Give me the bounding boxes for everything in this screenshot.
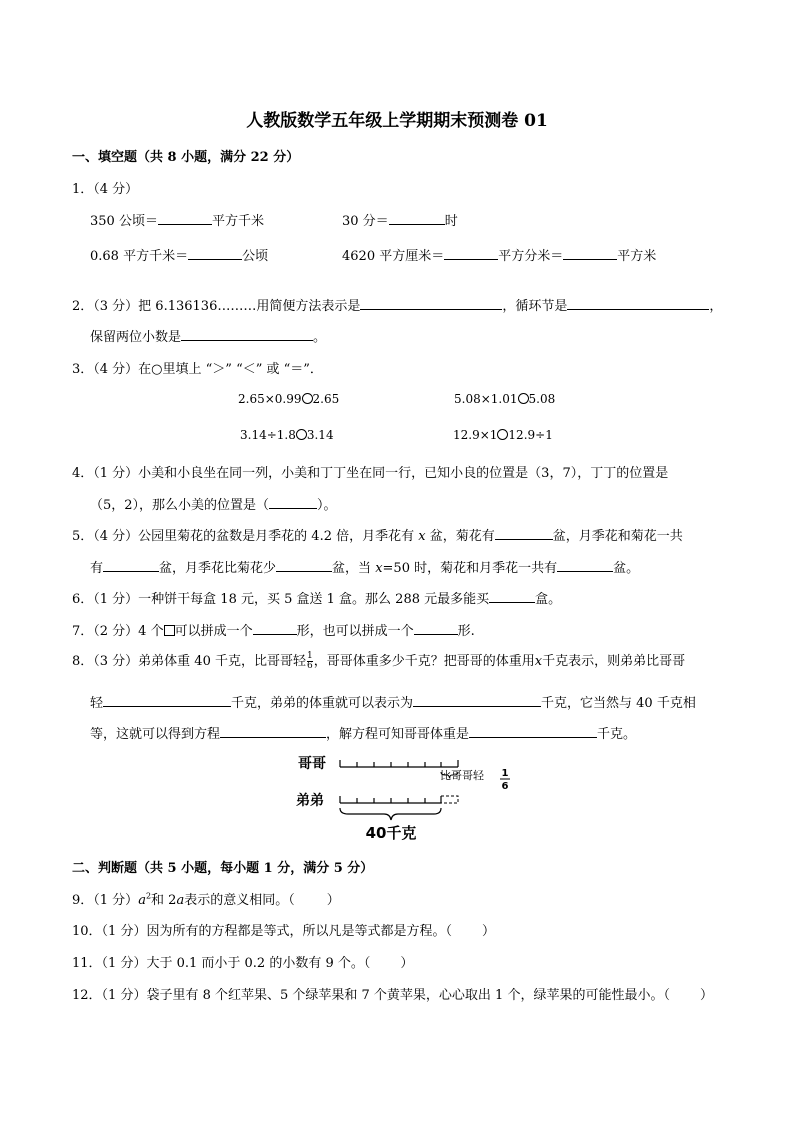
answer-blank[interactable] [469, 725, 597, 738]
answer-blank[interactable] [389, 212, 445, 225]
q8-text-g: 等，这就可以得到方程 [90, 727, 221, 742]
answer-blank[interactable] [188, 247, 242, 260]
brother-ticks [340, 760, 458, 767]
q5-text-g: =50 时，菊花和月季花一共有 [382, 561, 558, 576]
q8-text-b: ，哥哥体重多少千克？把哥哥的体重用 [313, 654, 535, 669]
lighter-label: 比哥哥轻 [440, 769, 484, 782]
q3-e4-left: 12.9×1 [453, 428, 498, 442]
younger-brother-label: 弟弟 [296, 793, 324, 809]
question-12 [72, 984, 713, 1003]
q9-text-b: 和 2 [151, 893, 177, 908]
question-2-line-1 [72, 295, 722, 314]
q5-text-e: 盆，月季花比菊花少 [159, 561, 277, 576]
q3-e3-right: 3.14 [306, 428, 334, 442]
q3-e1-right: 2.65 [312, 392, 340, 406]
answer-blank[interactable] [158, 212, 212, 225]
question-1-item-d [342, 245, 656, 264]
q12-text-b: ） [699, 988, 713, 1003]
q1a-unit: 平方千米 [211, 214, 264, 229]
q5-text-c: 盆，月季花和菊花一共 [552, 529, 683, 544]
answer-blank[interactable] [269, 496, 317, 509]
question-8-line-3 [90, 723, 636, 742]
q8-text-e: 千克，弟弟的体重就可以表示为 [231, 696, 414, 711]
q3-e1-left: 2.65×0.99 [238, 392, 302, 406]
q3-e2-left: 5.08×1.01 [454, 392, 518, 406]
weight-comparison-diagram [290, 748, 510, 848]
answer-blank[interactable] [220, 725, 326, 738]
missing-portion [441, 796, 458, 803]
compare-circle[interactable] [518, 393, 529, 404]
q5-text-f: 盆，当 [332, 561, 372, 576]
q6-text-a: 6．（1 分）一种饼干每盒 18 元，买 5 盒送 1 盒。那么 288 元最多能买 [72, 592, 490, 607]
square-icon [164, 625, 175, 636]
page-title: 人教版数学五年级上学期期末预测卷 01 [246, 111, 548, 131]
question-8-line-2 [90, 692, 696, 711]
q1a-text: 350 公顷＝ [90, 214, 158, 229]
q4-text-b: ）。 [317, 498, 337, 513]
question-7 [72, 620, 475, 639]
q1d-unit2: 平方米 [617, 249, 657, 264]
q5-text-a: 5．（4 分）公园里菊花的盆数是月季花的 4.2 倍，月季花有 [72, 529, 415, 544]
q10-text-a: 10．（1 分）因为所有的方程都是等式，所以凡是等式都是方程。（ [72, 924, 452, 939]
q5-text-h: 盆。 [613, 561, 640, 576]
variable-x: x [418, 529, 426, 544]
q8-text-h: ，解方程可知哥哥体重是 [326, 727, 470, 742]
q8-text-a: 8．（3 分）弟弟体重 40 千克，比哥哥轻 [72, 654, 306, 669]
q5-text-b: 盆，菊花有 [429, 529, 495, 544]
q5-text-d: 有 [90, 561, 104, 576]
answer-blank[interactable] [413, 694, 541, 707]
q2-text-e: 。 [313, 330, 327, 345]
q3-e2-right: 5.08 [528, 392, 556, 406]
answer-blank[interactable] [181, 328, 313, 341]
question-1-item-c [90, 245, 268, 264]
compare-circle[interactable] [296, 429, 307, 440]
exponent: 2 [145, 891, 152, 901]
answer-blank[interactable] [276, 559, 332, 572]
answer-blank[interactable] [557, 559, 613, 572]
question-2-line-2 [90, 326, 326, 345]
q8-text-c: 千克表示，则弟弟比哥哥 [542, 654, 686, 669]
q7-text-d: 形. [457, 624, 475, 639]
answer-blank[interactable] [567, 297, 709, 310]
brother-label: 哥哥 [298, 756, 326, 772]
answer-blank[interactable] [489, 590, 535, 603]
question-3-expr-2 [454, 392, 555, 406]
question-3-expr-3 [240, 428, 334, 442]
question-5-line-2 [90, 557, 639, 576]
q3-e3-left: 3.14÷1.8 [240, 428, 296, 442]
question-4-line-2 [90, 494, 337, 513]
question-3-expr-4 [453, 428, 553, 442]
q1c-text: 0.68 平方千米＝ [90, 249, 189, 264]
section-true-false-heading: 二、判断题（共 5 小题，每小题 1 分，满分 5 分） [72, 861, 374, 876]
total-brace [340, 808, 441, 820]
q1d-unit1: 平方分米＝ [498, 249, 564, 264]
q1c-unit: 公顷 [242, 249, 269, 264]
q4-text-a: （5，2），那么小美的位置是（ [90, 498, 270, 513]
answer-blank[interactable] [495, 527, 553, 540]
q8-text-d: 轻 [90, 696, 104, 711]
question-5-line-1 [72, 525, 683, 544]
q1d-text: 4620 平方厘米＝ [342, 249, 445, 264]
q10-text-b: ） [481, 924, 495, 939]
diagram-fraction-denominator: 6 [501, 781, 509, 792]
q7-text-a: 7．（2 分）4 个 [72, 624, 164, 639]
compare-circle[interactable] [497, 429, 508, 440]
q11-text-b: ） [400, 956, 414, 971]
q1b-text: 30 分＝ [342, 214, 389, 229]
compare-circle[interactable] [302, 393, 313, 404]
q8-text-f: 千克，它当然与 40 千克相 [541, 696, 696, 711]
q7-text-c: 形，也可以拼成一个 [296, 624, 414, 639]
variable-x: x [534, 654, 543, 669]
question-1-heading: 1．（4 分） [72, 182, 139, 197]
answer-blank[interactable] [444, 247, 498, 260]
q1b-unit: 时 [444, 214, 458, 229]
q2-text-a: 2．（3 分）把 6.136136………用简便方法表示是 [72, 299, 361, 314]
q9-text-d: ） [326, 893, 340, 908]
question-1-item-b [342, 210, 458, 229]
diagram-fraction-numerator: 1 [501, 768, 509, 779]
total-weight-label: 40千克 [365, 824, 417, 842]
answer-blank[interactable] [414, 622, 458, 635]
fraction-one-sixth [307, 652, 313, 671]
question-11 [72, 952, 413, 971]
younger-brother-ticks [340, 796, 441, 803]
question-9 [72, 889, 340, 908]
answer-blank[interactable] [103, 694, 231, 707]
question-4-line-1: 4．（1 分）小美和小良坐在同一列，小美和丁丁坐在同一行，已知小良的位置是（3，7），丁丁的位置是 [72, 466, 669, 481]
q9-text-c: 表示的意义相同。（ [184, 893, 295, 908]
variable-a: a [176, 893, 185, 908]
answer-blank[interactable] [103, 559, 159, 572]
fraction-denominator: 6 [306, 661, 313, 671]
q8-text-i: 千克。 [597, 727, 637, 742]
q6-text-b: 盒。 [535, 592, 562, 607]
q2-text-b: ，循环节是 [502, 299, 568, 314]
answer-blank[interactable] [253, 622, 297, 635]
section-fill-in-heading: 一、填空题（共 8 小题，满分 22 分） [72, 150, 300, 165]
q2-text-d: 保留两位小数是 [90, 330, 182, 345]
question-8-line-1 [72, 650, 685, 671]
question-3-expr-1 [238, 392, 339, 406]
question-10 [72, 920, 495, 939]
variable-x: x [375, 561, 383, 576]
question-6 [72, 588, 561, 607]
q2-text-c: ， [709, 299, 723, 314]
q7-text-b: 可以拼成一个 [174, 624, 253, 639]
q9-text-a: 9．（1 分） [72, 893, 139, 908]
fraction-numerator: 1 [306, 651, 313, 661]
answer-blank[interactable] [563, 247, 617, 260]
question-1-item-a [90, 210, 264, 229]
q11-text-a: 11．（1 分）大于 0.1 而小于 0.2 的小数有 9 个。（ [72, 956, 371, 971]
variable-a: a [138, 893, 146, 908]
q3-e4-right: 12.9÷1 [508, 428, 553, 442]
answer-blank[interactable] [360, 297, 502, 310]
q12-text-a: 12．（1 分）袋子里有 8 个红苹果、5 个绿苹果和 7 个黄苹果，心心取出 1 个，绿苹果的可能性最小。（ [72, 988, 670, 1003]
question-3-heading: 3．（4 分）在○里填上 “＞” “＜” 或 “＝”． [72, 362, 323, 377]
